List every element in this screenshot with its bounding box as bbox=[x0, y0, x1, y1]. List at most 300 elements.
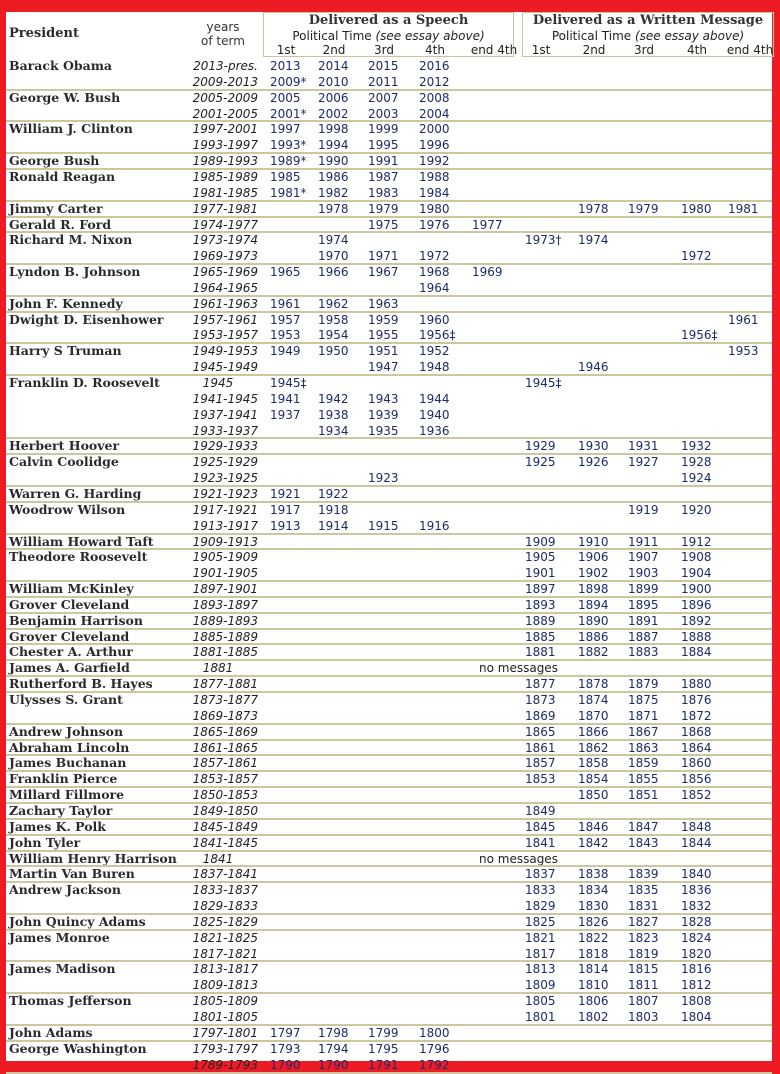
speech-year-cell: 1981* bbox=[270, 185, 307, 200]
president-name: James Buchanan bbox=[9, 755, 127, 771]
written-year-cell: 1883 bbox=[628, 645, 659, 660]
speech-year-cell: 1953 bbox=[270, 328, 301, 343]
written-year-cell: 1801 bbox=[525, 1010, 556, 1024]
written-year-cell: 1842 bbox=[578, 835, 609, 850]
speech-year-cell: 1918 bbox=[318, 502, 349, 517]
written-year-cell: 1841 bbox=[525, 835, 556, 850]
written-year-cell: 1902 bbox=[578, 566, 609, 581]
speech-year-cell: 1942 bbox=[318, 391, 349, 406]
speech-year-cell: 1935 bbox=[368, 423, 399, 438]
written-year-cell: 1821 bbox=[525, 930, 556, 945]
written-year-cell: 1815 bbox=[628, 962, 659, 977]
speech-year-cell: 1969 bbox=[472, 265, 503, 280]
president-name: Millard Fillmore bbox=[9, 787, 125, 803]
term-years: 1997-2001 bbox=[192, 122, 258, 137]
written-year-cell: 1901 bbox=[525, 566, 556, 581]
written-year-cell: 1831 bbox=[628, 899, 659, 914]
speech-year-cell: 1978 bbox=[318, 201, 349, 216]
speech-year-cell: 1945‡ bbox=[270, 376, 307, 390]
president-name: James Monroe bbox=[9, 929, 110, 945]
president-name: Richard M. Nixon bbox=[9, 232, 133, 248]
speech-year-cell: 1937 bbox=[270, 407, 301, 422]
speech-year-cell: 1923 bbox=[368, 471, 399, 486]
written-year-cell: 1808 bbox=[681, 994, 712, 1009]
written-year-cell: 1846 bbox=[578, 819, 609, 834]
speech-year-cell: 1971 bbox=[368, 249, 399, 264]
president-name: Woodrow Wilson bbox=[9, 501, 126, 517]
speech-subtitle-text: Political Time bbox=[292, 29, 376, 43]
written-subtitle-note: (see essay above) bbox=[634, 29, 745, 43]
term-years: 1789-1793 bbox=[192, 1057, 258, 1072]
written-col-header-3: 3rd bbox=[634, 43, 654, 57]
president-name: Herbert Hoover bbox=[9, 438, 120, 454]
president-name: James K. Polk bbox=[9, 818, 106, 834]
speech-col-header-5: end 4th bbox=[470, 43, 518, 57]
term-years: 1829-1833 bbox=[192, 899, 258, 914]
speech-year-cell: 2004 bbox=[419, 106, 450, 121]
president-name: Benjamin Harrison bbox=[9, 612, 143, 628]
written-year-cell: 1866 bbox=[578, 724, 609, 739]
written-year-cell: 1906 bbox=[578, 550, 609, 565]
written-year-cell: 1834 bbox=[578, 883, 609, 898]
speech-year-cell: 1996 bbox=[419, 138, 450, 153]
speech-year-cell: 1934 bbox=[318, 423, 349, 438]
written-year-cell: 1844 bbox=[681, 835, 712, 850]
speech-year-cell: 1972 bbox=[419, 249, 450, 264]
term-years: 1964-1965 bbox=[192, 280, 258, 295]
written-year-cell: 1819 bbox=[628, 946, 659, 961]
written-year-cell: 1811 bbox=[628, 978, 659, 993]
written-year-cell: 1824 bbox=[681, 930, 712, 945]
term-years: 1981-1985 bbox=[192, 185, 258, 200]
term-years: 1821-1825 bbox=[192, 930, 258, 945]
president-name: Dwight D. Eisenhower bbox=[9, 311, 164, 327]
written-year-cell: 1854 bbox=[578, 772, 609, 787]
written-year-cell: 1931 bbox=[628, 439, 659, 454]
written-year-cell: 1908 bbox=[681, 550, 712, 565]
written-year-cell: 1889 bbox=[525, 613, 556, 628]
term-years: 1861-1865 bbox=[192, 740, 258, 755]
speech-col-header-3: 3rd bbox=[374, 43, 394, 57]
term-years: 1813-1817 bbox=[192, 962, 258, 977]
term-years: 1825-1829 bbox=[192, 914, 258, 929]
speech-year-cell: 2007 bbox=[368, 90, 399, 105]
years-label-line1: years bbox=[206, 20, 240, 34]
written-year-cell: 1978 bbox=[578, 201, 609, 216]
speech-year-cell: 1980 bbox=[419, 201, 450, 216]
president-name: Andrew Jackson bbox=[9, 882, 121, 898]
written-group-title: Delivered as a Written Message bbox=[532, 13, 764, 28]
term-years: 1941-1945 bbox=[192, 391, 258, 406]
term-years: 1873-1877 bbox=[192, 693, 258, 707]
written-year-cell: 1910 bbox=[578, 534, 609, 549]
written-year-cell: 1810 bbox=[578, 978, 609, 993]
president-name: James Madison bbox=[9, 961, 116, 977]
written-year-cell: 1848 bbox=[681, 819, 712, 834]
written-year-cell: 1932 bbox=[681, 439, 712, 454]
written-year-cell: 1837 bbox=[525, 867, 556, 882]
written-year-cell: 1823 bbox=[628, 930, 659, 945]
written-year-cell: 1927 bbox=[628, 455, 659, 470]
president-name: Barack Obama bbox=[9, 58, 113, 73]
term-years: 1977-1981 bbox=[192, 201, 258, 216]
term-years: 1865-1869 bbox=[192, 724, 258, 739]
speech-col-header-4: 4th bbox=[425, 43, 445, 57]
term-years: 1985-1989 bbox=[192, 169, 258, 184]
term-years: 1989-1993 bbox=[192, 154, 258, 169]
speech-year-cell: 1970 bbox=[318, 249, 349, 264]
written-year-cell: 1924 bbox=[681, 471, 712, 486]
speech-year-cell: 1940 bbox=[419, 407, 450, 422]
written-year-cell: 1832 bbox=[681, 899, 712, 914]
written-year-cell: 1904 bbox=[681, 566, 712, 581]
term-years: 1841 bbox=[202, 851, 234, 866]
term-years: 1917-1921 bbox=[192, 502, 258, 517]
written-year-cell: 1980 bbox=[681, 201, 712, 216]
speech-year-cell: 1922 bbox=[318, 486, 349, 501]
term-years: 2001-2005 bbox=[192, 106, 258, 121]
written-year-cell: 1903 bbox=[628, 566, 659, 581]
written-year-cell: 1867 bbox=[628, 724, 659, 739]
term-years: 1961-1963 bbox=[192, 296, 258, 311]
term-years: 1837-1841 bbox=[192, 867, 258, 882]
term-years: 1957-1961 bbox=[192, 312, 258, 327]
term-years: 1921-1923 bbox=[192, 486, 258, 501]
term-years: 1881 bbox=[202, 661, 234, 676]
written-year-cell: 1912 bbox=[681, 534, 712, 549]
speech-year-cell: 1990 bbox=[318, 154, 349, 169]
written-year-cell: 1820 bbox=[681, 946, 712, 961]
term-years: 1850-1853 bbox=[192, 788, 258, 803]
term-years: 1817-1821 bbox=[192, 946, 258, 961]
speech-year-cell: 1964 bbox=[419, 280, 450, 295]
speech-year-cell: 1947 bbox=[368, 360, 399, 375]
written-year-cell: 1888 bbox=[681, 629, 712, 644]
speech-group-title: Delivered as a Speech bbox=[308, 13, 469, 28]
speech-year-cell: 1950 bbox=[318, 344, 349, 359]
term-years: 1905-1909 bbox=[192, 550, 258, 565]
written-year-cell: 1827 bbox=[628, 914, 659, 929]
written-year-cell: 1849 bbox=[525, 803, 556, 818]
written-year-cell: 1851 bbox=[628, 788, 659, 803]
speech-year-cell: 1997 bbox=[270, 122, 301, 137]
president-name: Abraham Lincoln bbox=[9, 739, 130, 755]
written-year-cell: 1911 bbox=[628, 534, 659, 549]
speech-year-cell: 1984 bbox=[419, 185, 450, 200]
written-year-cell: 1871 bbox=[628, 708, 659, 723]
speech-year-cell: 1795 bbox=[368, 1041, 399, 1056]
term-years: 1965-1969 bbox=[192, 265, 258, 280]
written-year-cell: 1858 bbox=[578, 756, 609, 771]
speech-year-cell: 1914 bbox=[318, 518, 349, 533]
term-years: 1809-1813 bbox=[192, 978, 258, 993]
written-year-cell: 1919 bbox=[628, 502, 659, 517]
written-year-cell: 1979 bbox=[628, 201, 659, 216]
written-year-cell: 1850 bbox=[578, 788, 609, 803]
written-year-cell: 1864 bbox=[681, 740, 712, 755]
president-name: Harry S Truman bbox=[9, 343, 122, 359]
speech-year-cell: 1987 bbox=[368, 169, 399, 184]
president-name: Ulysses S. Grant bbox=[9, 692, 123, 707]
written-year-cell: 1857 bbox=[525, 756, 556, 771]
president-name: John Quincy Adams bbox=[9, 913, 146, 929]
written-year-cell: 1905 bbox=[525, 550, 556, 565]
written-year-cell: 1870 bbox=[578, 708, 609, 723]
speech-year-cell: 2008 bbox=[419, 90, 450, 105]
written-year-cell: 1862 bbox=[578, 740, 609, 755]
speech-year-cell: 1944 bbox=[419, 391, 450, 406]
president-name: George Washington bbox=[9, 1040, 147, 1056]
president-name: Zachary Taylor bbox=[9, 802, 113, 818]
written-year-cell: 1929 bbox=[525, 439, 556, 454]
president-name: William Howard Taft bbox=[9, 533, 154, 549]
written-year-cell: 1838 bbox=[578, 867, 609, 882]
speech-year-cell: 1939 bbox=[368, 407, 399, 422]
speech-year-cell: 1994 bbox=[318, 138, 349, 153]
speech-year-cell: 1954 bbox=[318, 328, 349, 343]
written-group-subtitle bbox=[523, 29, 773, 43]
president-name: Grover Cleveland bbox=[9, 628, 130, 644]
written-year-cell: 1899 bbox=[628, 582, 659, 597]
speech-year-cell: 2012 bbox=[419, 74, 450, 89]
written-year-cell: 1852 bbox=[681, 788, 712, 803]
written-year-cell: 1816 bbox=[681, 962, 712, 977]
written-year-cell: 1822 bbox=[578, 930, 609, 945]
written-year-cell: 1868 bbox=[681, 724, 712, 739]
written-year-cell: 1817 bbox=[525, 946, 556, 961]
speech-group-subtitle bbox=[264, 29, 513, 43]
term-years: 1933-1937 bbox=[192, 423, 258, 438]
term-years: 1937-1941 bbox=[192, 407, 258, 422]
president-name: Martin Van Buren bbox=[9, 866, 135, 882]
term-years: 2009-2013 bbox=[192, 74, 258, 89]
written-year-cell: 1880 bbox=[681, 677, 712, 692]
speech-year-cell: 1962 bbox=[318, 296, 349, 311]
speech-year-cell: 1992 bbox=[419, 154, 450, 169]
term-years: 1945-1949 bbox=[192, 360, 258, 375]
term-years: 1945 bbox=[202, 376, 234, 390]
speech-year-cell: 1991 bbox=[368, 154, 399, 169]
term-years: 1925-1929 bbox=[192, 455, 258, 470]
term-years: 1969-1973 bbox=[192, 249, 258, 264]
speech-year-cell: 2015 bbox=[368, 59, 399, 73]
speech-year-cell: 1955 bbox=[368, 328, 399, 343]
term-years: 1805-1809 bbox=[192, 994, 258, 1009]
speech-year-cell: 1959 bbox=[368, 312, 399, 327]
term-years: 2013-pres. bbox=[193, 59, 258, 73]
speech-year-cell: 1921 bbox=[270, 486, 301, 501]
written-year-cell: 1973† bbox=[525, 233, 562, 248]
written-year-cell: 1803 bbox=[628, 1010, 659, 1024]
written-year-cell: 1972 bbox=[681, 249, 712, 264]
written-year-cell: 1814 bbox=[578, 962, 609, 977]
speech-year-cell: 1913 bbox=[270, 518, 301, 533]
written-year-cell: 1878 bbox=[578, 677, 609, 692]
term-years: 1993-1997 bbox=[192, 138, 258, 153]
president-name: John Adams bbox=[9, 1024, 93, 1040]
president-name: George W. Bush bbox=[9, 89, 121, 105]
speech-year-cell: 1791 bbox=[368, 1057, 399, 1072]
row-divider bbox=[6, 802, 772, 804]
written-year-cell: 1920 bbox=[681, 502, 712, 517]
written-year-cell: 1875 bbox=[628, 693, 659, 707]
speech-col-header-1: 1st bbox=[276, 43, 296, 57]
written-year-cell: 1946 bbox=[578, 360, 609, 375]
speech-year-cell: 1975 bbox=[368, 217, 399, 232]
president-name: Warren G. Harding bbox=[9, 485, 142, 501]
written-year-cell: 1806 bbox=[578, 994, 609, 1009]
term-years: 1973-1974 bbox=[192, 233, 258, 248]
speech-year-cell: 1986 bbox=[318, 169, 349, 184]
written-year-cell: 1836 bbox=[681, 883, 712, 898]
president-name: John F. Kennedy bbox=[9, 295, 123, 311]
written-col-header-4: 4th bbox=[687, 43, 707, 57]
term-years: 1897-1901 bbox=[192, 582, 258, 597]
speech-year-cell: 2000 bbox=[419, 122, 450, 137]
president-column-header: President bbox=[9, 26, 79, 41]
written-year-cell: 1829 bbox=[525, 899, 556, 914]
speech-year-cell: 1794 bbox=[318, 1041, 349, 1056]
term-years: 1845-1849 bbox=[192, 819, 258, 834]
president-name: William J. Clinton bbox=[9, 121, 133, 137]
no-messages-note: no messages bbox=[479, 851, 558, 866]
speech-year-cell: 1793 bbox=[270, 1041, 301, 1056]
speech-year-cell: 1985 bbox=[270, 169, 301, 184]
president-name: Ronald Reagan bbox=[9, 168, 116, 184]
written-year-cell: 1855 bbox=[628, 772, 659, 787]
president-name: John Tyler bbox=[9, 834, 81, 850]
speech-year-cell: 1958 bbox=[318, 312, 349, 327]
speech-year-cell: 1938 bbox=[318, 407, 349, 422]
written-year-cell: 1881 bbox=[525, 645, 556, 660]
speech-year-cell: 2014 bbox=[318, 59, 349, 73]
term-years: 1885-1889 bbox=[192, 629, 258, 644]
written-year-cell: 1953 bbox=[728, 344, 759, 359]
term-years: 1929-1933 bbox=[192, 439, 258, 454]
written-subtitle-text: Political Time bbox=[551, 29, 635, 43]
written-year-cell: 1945‡ bbox=[525, 376, 562, 390]
president-name: Grover Cleveland bbox=[9, 596, 130, 612]
president-name: Gerald R. Ford bbox=[9, 216, 112, 232]
written-year-cell: 1891 bbox=[628, 613, 659, 628]
written-year-cell: 1843 bbox=[628, 835, 659, 850]
speech-year-cell: 2006 bbox=[318, 90, 349, 105]
written-year-cell: 1813 bbox=[525, 962, 556, 977]
written-year-cell: 1812 bbox=[681, 978, 712, 993]
president-name: Thomas Jefferson bbox=[9, 993, 132, 1009]
speech-year-cell: 1951 bbox=[368, 344, 399, 359]
term-years: 1849-1850 bbox=[192, 803, 258, 818]
speech-year-cell: 1790 bbox=[318, 1057, 349, 1072]
written-year-cell: 1853 bbox=[525, 772, 556, 787]
written-year-cell: 1897 bbox=[525, 582, 556, 597]
written-year-cell: 1807 bbox=[628, 994, 659, 1009]
written-year-cell: 1894 bbox=[578, 597, 609, 612]
term-years: 1793-1797 bbox=[192, 1041, 258, 1056]
sotu-table bbox=[6, 12, 774, 1072]
speech-year-cell: 1966 bbox=[318, 265, 349, 280]
speech-year-cell: 2013 bbox=[270, 59, 301, 73]
written-year-cell: 1840 bbox=[681, 867, 712, 882]
term-years: 1974-1977 bbox=[192, 217, 258, 232]
term-years: 2005-2009 bbox=[192, 90, 258, 105]
written-year-cell: 1869 bbox=[525, 708, 556, 723]
written-year-cell: 1896 bbox=[681, 597, 712, 612]
speech-year-cell: 1976 bbox=[419, 217, 450, 232]
written-year-cell: 1859 bbox=[628, 756, 659, 771]
written-year-cell: 1885 bbox=[525, 629, 556, 644]
written-year-cell: 1835 bbox=[628, 883, 659, 898]
written-year-cell: 1907 bbox=[628, 550, 659, 565]
written-year-cell: 1847 bbox=[628, 819, 659, 834]
written-year-cell: 1892 bbox=[681, 613, 712, 628]
speech-year-cell: 1999 bbox=[368, 122, 399, 137]
speech-year-cell: 2005 bbox=[270, 90, 301, 105]
term-years: 1913-1917 bbox=[192, 518, 258, 533]
speech-year-cell: 1797 bbox=[270, 1025, 301, 1040]
speech-year-cell: 1941 bbox=[270, 391, 301, 406]
speech-year-cell: 2003 bbox=[368, 106, 399, 121]
speech-year-cell: 1800 bbox=[419, 1025, 450, 1040]
written-year-cell: 1863 bbox=[628, 740, 659, 755]
speech-year-cell: 1957 bbox=[270, 312, 301, 327]
no-messages-note: no messages bbox=[479, 661, 558, 676]
written-year-cell: 1974 bbox=[578, 233, 609, 248]
written-year-cell: 1828 bbox=[681, 914, 712, 929]
speech-year-cell: 1998 bbox=[318, 122, 349, 137]
written-year-cell: 1826 bbox=[578, 914, 609, 929]
president-name: Franklin Pierce bbox=[9, 771, 118, 787]
written-year-cell: 1882 bbox=[578, 645, 609, 660]
president-name: Franklin D. Roosevelt bbox=[9, 375, 160, 390]
term-years: 1949-1953 bbox=[192, 344, 258, 359]
president-name: Lyndon B. Johnson bbox=[9, 264, 141, 280]
speech-year-cell: 1982 bbox=[318, 185, 349, 200]
term-years: 1857-1861 bbox=[192, 756, 258, 771]
speech-year-cell: 1915 bbox=[368, 518, 399, 533]
written-year-cell: 1833 bbox=[525, 883, 556, 898]
term-years: 1797-1801 bbox=[192, 1025, 258, 1040]
speech-year-cell: 1792 bbox=[419, 1057, 450, 1072]
speech-year-cell: 1995 bbox=[368, 138, 399, 153]
written-year-cell: 1865 bbox=[525, 724, 556, 739]
written-year-cell: 1886 bbox=[578, 629, 609, 644]
term-years: 1893-1897 bbox=[192, 597, 258, 612]
written-year-cell: 1895 bbox=[628, 597, 659, 612]
written-year-cell: 1802 bbox=[578, 1010, 609, 1024]
president-name: Chester A. Arthur bbox=[9, 644, 133, 660]
speech-year-cell: 2001* bbox=[270, 106, 307, 121]
term-years: 1923-1925 bbox=[192, 471, 258, 486]
speech-year-cell: 1916 bbox=[419, 518, 450, 533]
speech-year-cell: 1798 bbox=[318, 1025, 349, 1040]
term-years: 1909-1913 bbox=[192, 534, 258, 549]
speech-year-cell: 1960 bbox=[419, 312, 450, 327]
speech-year-cell: 1917 bbox=[270, 502, 301, 517]
speech-subtitle-note: (see essay above) bbox=[375, 29, 485, 43]
written-col-header-5: end 4th bbox=[726, 43, 774, 57]
speech-year-cell: 1993* bbox=[270, 138, 307, 153]
written-year-cell: 1893 bbox=[525, 597, 556, 612]
speech-year-cell: 1989* bbox=[270, 154, 307, 169]
term-years: 1841-1845 bbox=[192, 835, 258, 850]
president-name: William McKinley bbox=[9, 581, 134, 597]
written-year-cell: 1856 bbox=[681, 772, 712, 787]
speech-year-cell: 1790 bbox=[270, 1057, 301, 1072]
speech-year-cell: 2010 bbox=[318, 74, 349, 89]
written-year-cell: 1877 bbox=[525, 677, 556, 692]
president-name: William Henry Harrison bbox=[9, 850, 177, 866]
